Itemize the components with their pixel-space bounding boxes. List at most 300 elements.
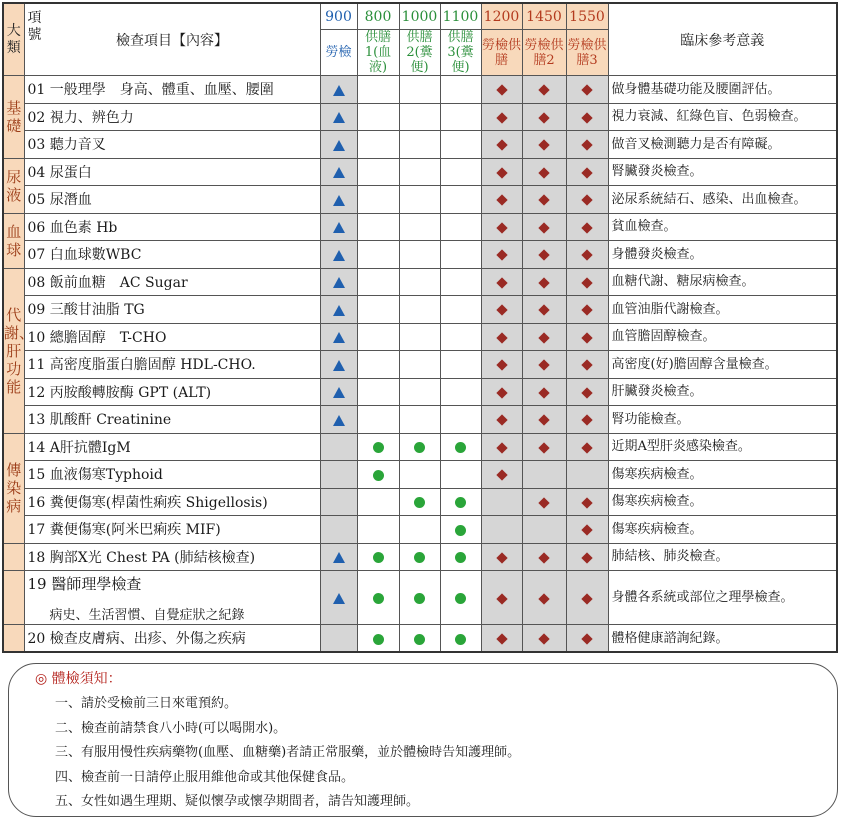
item-cell (24, 323, 320, 351)
meaning-cell: 傷寒疾病檢查。 (608, 516, 837, 544)
mark-cell (357, 158, 399, 186)
item-cell (24, 571, 320, 625)
diamond-icon (538, 633, 549, 644)
triangle-icon (333, 552, 345, 563)
mark-cell (566, 461, 608, 489)
mark-cell (481, 268, 522, 296)
mark-cell (440, 516, 481, 544)
diamond-icon (496, 277, 507, 288)
table-row (3, 186, 837, 214)
diamond-icon (581, 552, 592, 563)
item-cell (24, 433, 320, 461)
mark-cell (566, 571, 608, 625)
diamond-icon (496, 167, 507, 178)
notice-item: 五、女性如遇生理期、疑似懷孕或懷孕期間者，請告知護理師。 (55, 794, 420, 809)
mark-cell (399, 268, 440, 296)
mark-cell (566, 296, 608, 324)
time-800: 800 (357, 3, 399, 30)
col-label-800: 供膳1(血液) (357, 30, 399, 76)
item-cell (24, 76, 320, 104)
circle-icon (455, 525, 466, 536)
item-label: 15 血液傷寒Typhoid (27, 467, 163, 484)
diamond-icon (496, 470, 507, 481)
mark-cell (399, 186, 440, 214)
triangle-icon (333, 85, 345, 96)
item-label: 03 聽力音叉 (27, 137, 106, 154)
item-cell (24, 351, 320, 379)
triangle-icon (333, 195, 345, 206)
time-1000: 1000 (399, 3, 440, 30)
mark-cell (440, 268, 481, 296)
meaning-cell: 肺結核、肺炎檢查。 (608, 543, 837, 571)
item-label: 17 糞便傷寒(阿米巴痢疾 MIF) (27, 522, 221, 539)
mark-cell (357, 296, 399, 324)
item-label: 13 肌酸酐 Creatinine (27, 412, 172, 429)
mark-cell (320, 516, 357, 544)
mark-cell (399, 158, 440, 186)
diamond-icon (581, 525, 592, 536)
mark-cell (481, 433, 522, 461)
diamond-icon (581, 195, 592, 206)
category-cell (3, 543, 24, 571)
mark-cell (440, 103, 481, 131)
meaning-cell: 血管膽固醇檢查。 (608, 323, 837, 351)
mark-cell (566, 378, 608, 406)
diamond-icon (496, 552, 507, 563)
mark-cell (522, 571, 566, 625)
table-row (3, 76, 837, 104)
mark-cell (320, 406, 357, 434)
category-cell (3, 571, 24, 625)
item-cell (24, 186, 320, 214)
mark-cell (481, 543, 522, 571)
triangle-icon (333, 140, 345, 151)
triangle-icon (333, 593, 345, 604)
diamond-icon (538, 305, 549, 316)
diamond-icon (538, 167, 549, 178)
diamond-icon (538, 195, 549, 206)
meaning-cell: 身體發炎檢查。 (608, 241, 837, 269)
diamond-icon (581, 360, 592, 371)
mark-cell (320, 241, 357, 269)
mark-cell (320, 378, 357, 406)
circle-icon (373, 593, 384, 604)
mark-cell (320, 296, 357, 324)
mark-cell (481, 406, 522, 434)
mark-cell (357, 186, 399, 214)
no-header: 項號 (27, 10, 42, 43)
mark-cell (440, 351, 481, 379)
mark-cell (522, 625, 566, 653)
diamond-icon (538, 140, 549, 151)
diamond-icon (496, 195, 507, 206)
item-cell (24, 131, 320, 159)
table-row (3, 351, 837, 379)
time-1450: 1450 (522, 3, 566, 30)
circle-icon (455, 593, 466, 604)
exam-table-body (3, 76, 837, 653)
circle-icon (414, 497, 425, 508)
mark-cell (357, 241, 399, 269)
mark-cell (357, 351, 399, 379)
mark-cell (440, 488, 481, 516)
mark-cell (522, 268, 566, 296)
diamond-icon (496, 112, 507, 123)
mark-cell (566, 241, 608, 269)
mark-cell (357, 406, 399, 434)
diamond-icon (538, 415, 549, 426)
mark-cell (566, 323, 608, 351)
item-label: 04 尿蛋白 (27, 164, 92, 181)
meaning-cell: 身體各系統或部位之理學檢查。 (608, 571, 837, 625)
mark-cell (399, 351, 440, 379)
mark-cell (357, 543, 399, 571)
item-header (24, 3, 320, 76)
circle-icon (373, 552, 384, 563)
diamond-icon (581, 497, 592, 508)
diamond-icon (538, 85, 549, 96)
mark-cell (399, 323, 440, 351)
mark-cell (440, 296, 481, 324)
mark-cell (440, 406, 481, 434)
table-row (3, 461, 837, 489)
diamond-icon (496, 140, 507, 151)
mark-cell (399, 488, 440, 516)
mark-cell (320, 268, 357, 296)
meaning-header: 臨床參考意義 (608, 3, 837, 76)
mark-cell (481, 213, 522, 241)
item-label: 10 總膽固醇 T-CHO (27, 329, 167, 346)
mark-cell (357, 516, 399, 544)
mark-cell (522, 461, 566, 489)
triangle-icon (333, 250, 345, 261)
diamond-icon (581, 593, 592, 604)
notice-item: 三、有服用慢性疾病藥物(血壓、血糖藥)者請正常服藥，並於體檢時告知護理師。 (55, 745, 521, 760)
mark-cell (566, 103, 608, 131)
mark-cell (522, 351, 566, 379)
mark-cell (320, 571, 357, 625)
mark-cell (399, 103, 440, 131)
mark-cell (440, 323, 481, 351)
item-label: 05 尿潛血 (27, 192, 92, 209)
table-row (3, 488, 837, 516)
mark-cell (320, 213, 357, 241)
mark-cell (522, 378, 566, 406)
mark-cell (481, 488, 522, 516)
mark-cell (522, 516, 566, 544)
circle-icon (455, 634, 466, 645)
time-1200: 1200 (481, 3, 522, 30)
notice-item: 四、檢查前一日請停止服用維他命或其他保健食品。 (55, 769, 355, 785)
item-label: 18 胸部X光 Chest PA (肺結核檢查) (27, 549, 256, 566)
item-label: 01 一般理學 身高、體重、血壓、腰圍 (27, 82, 274, 99)
mark-cell (481, 461, 522, 489)
col-label-1450: 勞檢供膳2 (522, 30, 566, 76)
table-row (3, 103, 837, 131)
item-header-label: 檢查項目【內容】 (116, 32, 228, 49)
meaning-cell: 做音叉檢測聽力是否有障礙。 (608, 131, 837, 159)
mark-cell (522, 406, 566, 434)
mark-cell (481, 158, 522, 186)
table-row (3, 543, 837, 571)
triangle-icon (333, 387, 345, 398)
mark-cell (522, 158, 566, 186)
meaning-cell: 腎功能檢查。 (608, 406, 837, 434)
mark-cell (399, 571, 440, 625)
mark-cell (357, 433, 399, 461)
item-label: 06 血色素 Hb (27, 219, 118, 236)
col-label-1200: 勞檢供膳 (481, 30, 522, 76)
col-label-900: 勞檢 (320, 30, 357, 76)
diamond-icon (538, 332, 549, 343)
item-label: 19 醫師理學檢查 (27, 574, 142, 593)
mark-cell (566, 488, 608, 516)
diamond-icon (496, 442, 507, 453)
item-label: 08 飯前血糖 AC Sugar (27, 274, 188, 291)
mark-cell (357, 571, 399, 625)
diamond-icon (538, 442, 549, 453)
mark-cell (522, 323, 566, 351)
mark-cell (481, 323, 522, 351)
diamond-icon (581, 85, 592, 96)
category-cell: 血球 (3, 213, 24, 268)
notice-list (55, 692, 520, 815)
mark-cell (481, 516, 522, 544)
table-row (3, 268, 837, 296)
circle-icon (373, 634, 384, 645)
mark-cell (440, 543, 481, 571)
diamond-icon (581, 633, 592, 644)
mark-cell (320, 76, 357, 104)
mark-cell (566, 625, 608, 653)
diamond-icon (538, 250, 549, 261)
mark-cell (481, 131, 522, 159)
mark-cell (399, 296, 440, 324)
mark-cell (566, 158, 608, 186)
circle-icon (455, 497, 466, 508)
mark-cell (522, 488, 566, 516)
circle-icon (414, 552, 425, 563)
mark-cell (522, 213, 566, 241)
triangle-icon (333, 305, 345, 316)
circle-icon (414, 634, 425, 645)
table-row (3, 213, 837, 241)
mark-cell (357, 488, 399, 516)
item-label: 14 A肝抗體IgM (27, 439, 131, 456)
time-900: 900 (320, 3, 357, 30)
mark-cell (357, 323, 399, 351)
mark-cell (399, 433, 440, 461)
diamond-icon (538, 387, 549, 398)
mark-cell (440, 241, 481, 269)
col-label-1550: 勞檢供膳3 (566, 30, 608, 76)
diamond-icon (538, 112, 549, 123)
mark-cell (566, 76, 608, 104)
header-row-times (3, 3, 837, 30)
mark-cell (522, 76, 566, 104)
diamond-icon (496, 387, 507, 398)
item-cell (24, 268, 320, 296)
item-cell (24, 488, 320, 516)
table-row (3, 241, 837, 269)
meaning-cell: 高密度(好)膽固醇含量檢查。 (608, 351, 837, 379)
mark-cell (522, 186, 566, 214)
mark-cell (566, 213, 608, 241)
col-label-1000: 供膳2(糞便) (399, 30, 440, 76)
mark-cell (440, 131, 481, 159)
mark-cell (320, 351, 357, 379)
meaning-cell: 血糖代謝、糖尿病檢查。 (608, 268, 837, 296)
circle-icon (414, 593, 425, 604)
mark-cell (320, 461, 357, 489)
mark-cell (566, 406, 608, 434)
mark-cell (522, 131, 566, 159)
circle-icon (414, 442, 425, 453)
meaning-cell: 泌尿系統結石、感染、出血檢查。 (608, 186, 837, 214)
mark-cell (481, 103, 522, 131)
diamond-icon (581, 112, 592, 123)
mark-cell (522, 543, 566, 571)
meaning-cell: 近期A型肝炎感染檢查。 (608, 433, 837, 461)
mark-cell (440, 433, 481, 461)
meaning-cell: 做身體基礎功能及腰圍評估。 (608, 76, 837, 104)
diamond-icon (496, 633, 507, 644)
diamond-icon (581, 442, 592, 453)
item-cell (24, 378, 320, 406)
item-label: 20 檢查皮膚病、出疹、外傷之疾病 (27, 631, 246, 647)
table-row (3, 516, 837, 544)
mark-cell (320, 488, 357, 516)
diamond-icon (496, 360, 507, 371)
diamond-icon (538, 497, 549, 508)
table-row (3, 131, 837, 159)
item-cell (24, 158, 320, 186)
diamond-icon (581, 332, 592, 343)
meaning-cell: 肝臟發炎檢查。 (608, 378, 837, 406)
mark-cell (320, 158, 357, 186)
mark-cell (522, 241, 566, 269)
category-cell (3, 625, 24, 653)
mark-cell (481, 241, 522, 269)
item-label: 07 白血球數WBC (27, 247, 142, 264)
mark-cell (357, 461, 399, 489)
mark-cell (566, 433, 608, 461)
col-label-1100: 供膳3(糞便) (440, 30, 481, 76)
mark-cell (399, 241, 440, 269)
triangle-icon (333, 277, 345, 288)
item-cell (24, 543, 320, 571)
item-cell (24, 296, 320, 324)
mark-cell (399, 625, 440, 653)
item-label: 09 三酸甘油脂 TG (27, 302, 145, 319)
mark-cell (522, 103, 566, 131)
mark-cell (399, 213, 440, 241)
table-row (3, 158, 837, 186)
diamond-icon (581, 305, 592, 316)
mark-cell (320, 433, 357, 461)
notice-box (8, 663, 838, 817)
triangle-icon (333, 360, 345, 371)
item-cell (24, 461, 320, 489)
diamond-icon (496, 305, 507, 316)
table-row (3, 571, 837, 625)
item-cell (24, 406, 320, 434)
meaning-cell: 貧血檢查。 (608, 213, 837, 241)
diamond-icon (581, 277, 592, 288)
mark-cell (566, 186, 608, 214)
mark-cell (440, 213, 481, 241)
item-cell (24, 516, 320, 544)
item-label: 12 丙胺酸轉胺酶 GPT (ALT) (27, 384, 212, 401)
mark-cell (357, 268, 399, 296)
diamond-icon (581, 222, 592, 233)
mark-cell (399, 378, 440, 406)
mark-cell (357, 625, 399, 653)
meaning-cell: 傷寒疾病檢查。 (608, 461, 837, 489)
mark-cell (440, 625, 481, 653)
diamond-icon (581, 167, 592, 178)
notice-item: 一、請於受檢前三日來電預約。 (55, 696, 238, 711)
item-cell (24, 213, 320, 241)
notice-title: ◎ 體檢須知： (35, 671, 122, 687)
diamond-icon (538, 277, 549, 288)
mark-cell (357, 378, 399, 406)
table-row (3, 323, 837, 351)
meaning-cell: 視力衰減、紅綠色盲、色弱檢查。 (608, 103, 837, 131)
mark-cell (566, 516, 608, 544)
mark-cell (522, 296, 566, 324)
diamond-icon (496, 332, 507, 343)
meaning-cell: 體格健康諮詢紀錄。 (608, 625, 837, 653)
mark-cell (440, 461, 481, 489)
table-row (3, 296, 837, 324)
category-cell: 傳染病 (3, 433, 24, 543)
item-label: 16 糞便傷寒(桿菌性痢疾 Shigellosis) (27, 494, 268, 511)
mark-cell (481, 625, 522, 653)
mark-cell (481, 296, 522, 324)
mark-cell (399, 406, 440, 434)
diamond-icon (581, 250, 592, 261)
table-row (3, 433, 837, 461)
meaning-cell: 血管油脂代謝檢查。 (608, 296, 837, 324)
triangle-icon (333, 112, 345, 123)
mark-cell (440, 378, 481, 406)
mark-cell (399, 543, 440, 571)
diamond-icon (581, 415, 592, 426)
mark-cell (481, 76, 522, 104)
item-cell (24, 241, 320, 269)
category-cell: 代謝、肝功能 (3, 268, 24, 433)
item-label: 11 高密度脂蛋白膽固醇 HDL-CHO. (27, 357, 256, 374)
mark-cell (399, 76, 440, 104)
mark-cell (357, 76, 399, 104)
diamond-icon (496, 250, 507, 261)
mark-cell (440, 76, 481, 104)
mark-cell (357, 213, 399, 241)
mark-cell (399, 516, 440, 544)
meaning-cell: 腎臟發炎檢查。 (608, 158, 837, 186)
mark-cell (357, 103, 399, 131)
mark-cell (566, 351, 608, 379)
mark-cell (481, 186, 522, 214)
mark-cell (320, 625, 357, 653)
diamond-icon (581, 140, 592, 151)
category-cell: 基礎 (3, 76, 24, 159)
table-row (3, 406, 837, 434)
diamond-icon (496, 415, 507, 426)
category-header: 大類 (3, 3, 24, 76)
diamond-icon (496, 222, 507, 233)
